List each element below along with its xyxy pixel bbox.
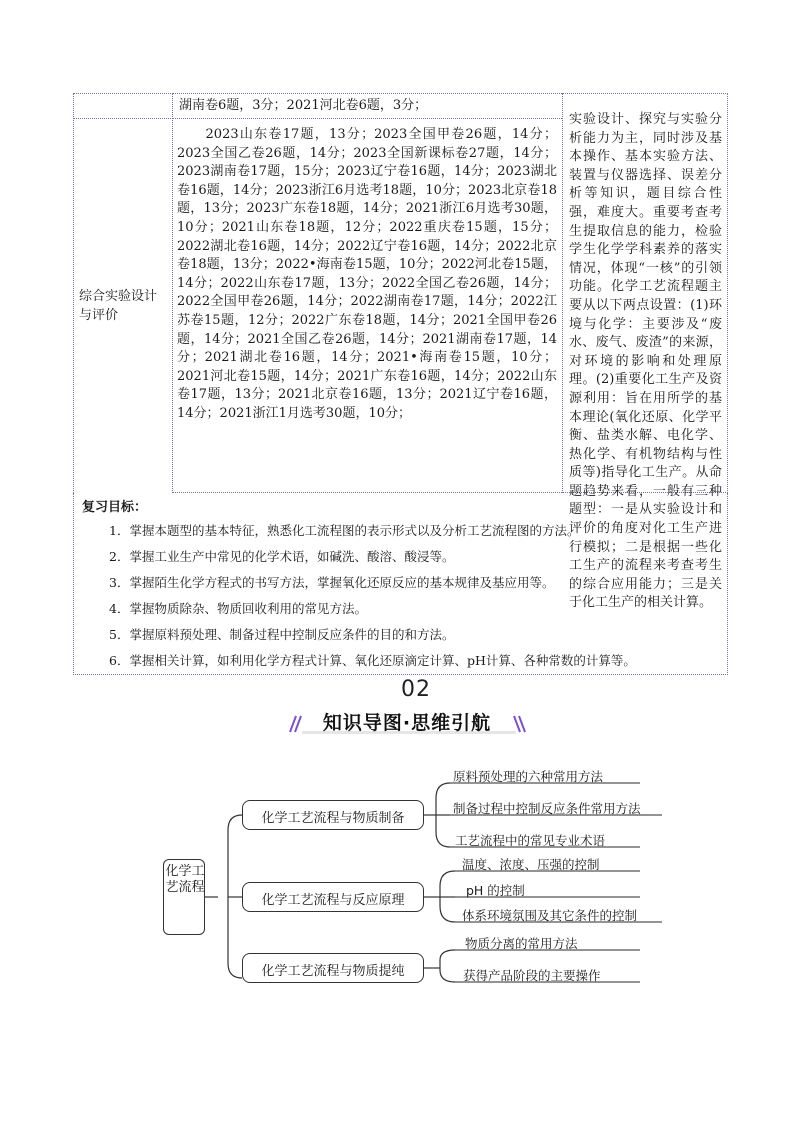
mindmap-leaf: pH 的控制: [466, 883, 525, 898]
mindmap-leaf: 获得产品阶段的主要操作: [463, 968, 601, 983]
mindmap-branch-label: 化学工艺流程与物质提纯: [261, 964, 405, 979]
mindmap-branch: [242, 882, 424, 912]
goal-item: 1．掌握本题型的基本特征，熟悉化工流程图的表示形式以及分析工艺流程图的方法。: [109, 523, 580, 538]
top-row-text: 湖南卷6题，3分；2021河北卷6题，3分；: [179, 98, 428, 113]
category-label: 综合实验设计与评价: [79, 289, 158, 323]
section-title-text: 知识导图·思维引航: [322, 712, 492, 734]
mindmap-branch-label: 化学工艺流程与物质制备: [261, 811, 405, 826]
mindmap-leaf: 体系环境氛围及其它条件的控制: [462, 908, 638, 923]
goal-item: 5．掌握原料预处理、制备过程中控制反应条件的目的和方法。: [109, 627, 455, 642]
goal-item: 4．掌握物质除杂、物质回收利用的常见方法。: [109, 601, 367, 616]
mindmap-leaf: 原料预处理的六种常用方法: [453, 769, 604, 784]
mindmap-branch: [242, 800, 424, 830]
goal-item: 3．掌握陌生化学方程式的书写方法，掌握氧化还原反应的基本规律及基应用等。: [109, 575, 555, 590]
analysis-text: 实验设计、探究与实验分析能力为主，同时涉及基本操作、基本实验方法、装置与仪器选择、误差分析等知识，题目综合性强，难度大。重要考查考生提取信息的能力，检验学生化学学科素养的落实情况，体现“一核”的引领功能。化学工艺流程题主要从以下两点设置：(1)环境与化学：主要涉及“废水、废气、废渣”的来源，对环境的影响和处理原理。(2)重要化工生产及资源利用：旨在用所学的基本理论(氧化还原、化学平衡、盐类水解、电化学、热化学、有机物结构与性质等)指导化工生产。从命题趋势来看，一般有三种题型：一是从实验设计和评价的角度对化工生产进行模拟；二是根据一些化工生产的流程来考查考生的综合应用能力；三是关于化工生产的相关计算。: [569, 112, 722, 611]
mindmap-leaf: 制备过程中控制反应条件常用方法: [453, 801, 641, 816]
section-number: 02: [401, 677, 431, 702]
mindmap-branch: [242, 953, 424, 983]
goals-title: 复习目标：: [82, 500, 148, 515]
mindmap-leaf: 温度、浓度、压强的控制: [462, 857, 600, 872]
mindmap-leaf: 工艺流程中的常见专业术语: [455, 833, 606, 848]
exam-list: 2023山东卷17题，13分；2023全国甲卷26题，14分；2023全国乙卷26题，14分；2023全国新课标卷27题，14分；2023湖南卷17题，15分；2023辽宁卷16题，14分；2023湖北卷16题，14分；2023浙江6月选考18题，10分；2023北京卷18题，13分；2023广东卷18题，14分；2021浙江6月选考30题，10分；2021山东卷18题，12分；2022重庆卷15题，15分；2022湖北卷16题，14分；2022辽宁卷16题，14分；2022北京卷18题，13分；2022•海南卷15题，10分；2022河北卷15题，14分；2022山东卷17题，13分；2022全国乙卷26题，14分；2022全国甲卷26题，14分；2022湖南卷17题，14分；2022江苏卷15题，12分；2022广东卷18题，14分；2021全国甲卷26题，14分；2021全国乙卷26题，14分；2021湖南卷17题，14分；2021湖北卷16题，14分；2021•海南卷15题，10分；2021河北卷15题，14分；2021广东卷16题，14分；2022山东卷17题，13分；2021北京卷16题，13分；2021辽宁卷16题，14分；2021浙江1月选考30题，10分；: [177, 127, 557, 421]
goal-item: 6．掌握相关计算，如利用化学方程式计算、氧化还原滴定计算、pH计算、各种常数的计算等。: [109, 653, 636, 668]
goal-item: 2．掌握工业生产中常见的化学术语，如碱洗、酸溶、酸浸等。: [109, 549, 455, 564]
mindmap-branch-label: 化学工艺流程与反应原理: [261, 893, 405, 908]
mindmap-root: [163, 859, 205, 935]
mindmap-root-label: 化学工艺流程: [165, 864, 205, 895]
mindmap-leaf: 物质分离的常用方法: [465, 936, 578, 951]
